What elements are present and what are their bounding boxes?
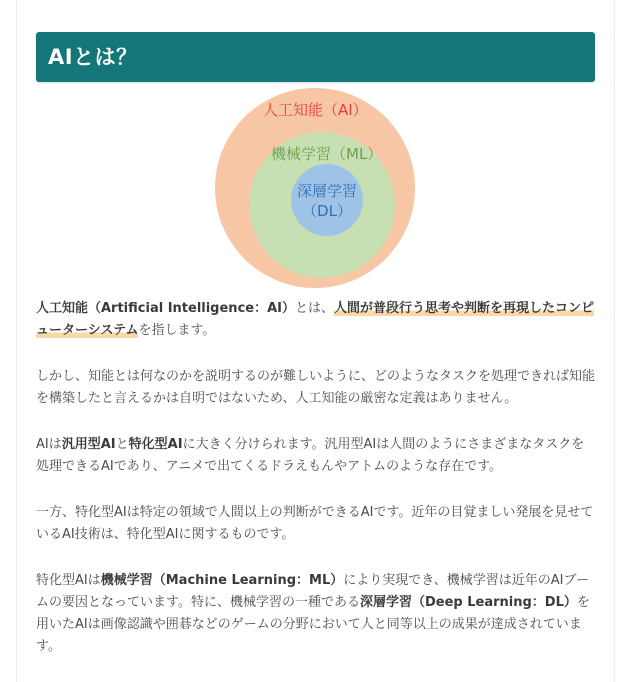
highlight-definition: 人間が普段行う思考や判断を再現したコンピューターシステム [36, 301, 595, 338]
term-general-ai: 汎用型AI [61, 437, 116, 452]
p1-text1: とは、 [295, 301, 335, 316]
article-body [36, 298, 596, 682]
ml-label: 機械学習（ML） [271, 145, 383, 163]
p3-text3: に大きく分けられます。汎用型AIは人間のようにさまざまなタスクを処理できるAIであり、アニメで出てくるドラえもんやアトムのような存在です。 [36, 437, 585, 474]
paragraph-ai-types [36, 434, 596, 478]
p5-text3: を用いたAIは画像認識や囲碁などのゲームの分野において人と同等以上の成果が達成されています。 [36, 595, 590, 654]
term-dl: 深層学習（Deep Learning：DL） [359, 595, 577, 610]
term-narrow-ai: 特化型AI [128, 437, 183, 452]
term-ai: 人工知能（Artificial Intelligence：AI） [36, 301, 295, 316]
ai-label: 人工知能（AI） [263, 101, 368, 119]
p3-text1: AIは [36, 437, 62, 452]
p1-text2: を指します。 [138, 323, 216, 338]
paragraph-narrow-ai: 一方、特化型AIは特定の領域で人間以上の判断ができるAIです。近年の目覚ましい発展を見せているAI技術は、特化型AIに関するものです。 [36, 505, 594, 542]
dl-label-line1: 深層学習 [296, 182, 357, 200]
paragraph-no-definition: しかし、知能とは何なのかを説明するのが難しいように、どのようなタスクを処理できれば知能を構築したと言えるかは自明ではないため、人工知能の厳密な定義はありません。 [36, 369, 596, 406]
term-ml: 機械学習（Machine Learning：ML） [100, 573, 344, 588]
p3-text2: と [115, 437, 129, 452]
section-heading: AIとは？ [36, 32, 595, 82]
paragraph-ml-dl [36, 570, 596, 658]
dl-label-line2: （DL） [302, 202, 352, 220]
p5-text2: により実現でき、機械学習は近年のAIブームの要因となっています。特に、機械学習の一種である [36, 573, 590, 610]
p5-text1: 特化型AIは [36, 573, 101, 588]
paragraph-ai-definition [36, 298, 596, 342]
